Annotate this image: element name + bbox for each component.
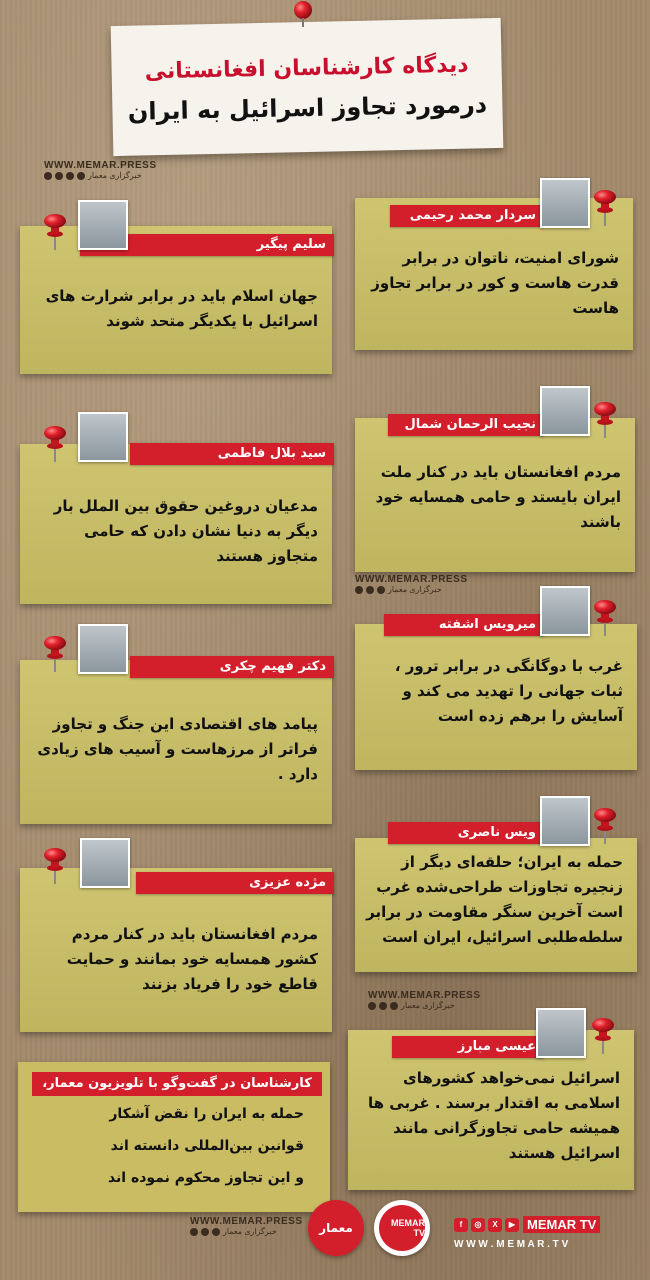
avatar bbox=[540, 586, 590, 636]
facebook-icon bbox=[368, 1002, 376, 1010]
name-tag: سردار محمد رحیمی bbox=[390, 205, 544, 227]
footer-brand-name: MEMAR TV bbox=[523, 1216, 600, 1233]
name-tag: دکتر فهیم چکری bbox=[130, 656, 334, 678]
pushpin-icon bbox=[592, 188, 618, 228]
instagram-icon bbox=[379, 1002, 387, 1010]
pushpin-icon bbox=[592, 806, 618, 846]
name-tag: سید بلال فاطمی bbox=[130, 443, 334, 465]
note-quote: حمله به ایران؛ حلقه‌ای دیگر از زنجیره تجاوزات طراحی‌شده غرب است آخرین سنگر مقاومت در برابر سلطه‌طلبی اسرائیل، ایران است bbox=[366, 853, 623, 946]
x-icon bbox=[212, 1228, 220, 1236]
note-card bbox=[355, 624, 637, 770]
note-card bbox=[20, 444, 332, 604]
instagram-icon bbox=[55, 172, 63, 180]
note-card bbox=[20, 660, 332, 824]
note-quote: شورای امنیت، ناتوان در برابر قدرت هاست و کور در برابر تجاوز هاست bbox=[371, 249, 619, 317]
summary-line: و این تجاوز محکوم نموده اند bbox=[107, 1170, 304, 1186]
facebook-icon bbox=[355, 586, 363, 594]
instagram-icon bbox=[366, 586, 374, 594]
watermark bbox=[355, 574, 468, 594]
avatar bbox=[540, 178, 590, 228]
pushpin-icon bbox=[42, 212, 68, 252]
facebook-icon: f bbox=[454, 1218, 468, 1232]
youtube-icon bbox=[77, 172, 85, 180]
name-tag: ویس ناصری bbox=[388, 822, 544, 844]
avatar bbox=[78, 624, 128, 674]
memar-logo bbox=[308, 1200, 364, 1256]
watermark-sub: خبرگزاری معمار bbox=[223, 1227, 277, 1236]
name-tag: نجیب الرحمان شمال bbox=[388, 414, 544, 436]
footer-url: W W W . M E M A R . T V bbox=[454, 1239, 569, 1250]
pushpin-icon bbox=[289, 0, 317, 28]
facebook-icon bbox=[44, 172, 52, 180]
title-line-2: درمورد تجاوز اسرائیل به ایران bbox=[127, 90, 488, 126]
watermark-sub: خبرگزاری معمار bbox=[401, 1001, 455, 1010]
note-card bbox=[355, 838, 637, 972]
name-tag: میرویس اشفته bbox=[384, 614, 544, 636]
note-card bbox=[355, 418, 635, 572]
summary-line: حمله به ایران را نقض آشکار bbox=[109, 1106, 304, 1122]
pushpin-icon bbox=[42, 634, 68, 674]
name-tag: عیسی مبارز bbox=[392, 1036, 544, 1058]
x-icon bbox=[66, 172, 74, 180]
note-quote: مردم افغانستان باید در کنار ملت ایران بایستد و حامی همسایه خود باشند bbox=[375, 463, 621, 531]
watermark-sub: خبرگزاری معمار bbox=[88, 171, 142, 180]
memar-tv-logo bbox=[374, 1200, 430, 1256]
memar-tv-logo-text: MEMAR TV bbox=[391, 1218, 425, 1238]
instagram-icon: ◎ bbox=[471, 1218, 485, 1232]
name-tag: سلیم پیگیر bbox=[80, 234, 334, 256]
summary-card bbox=[18, 1062, 330, 1212]
avatar bbox=[78, 412, 128, 462]
watermark-site: WWW.MEMAR.PRESS bbox=[355, 574, 468, 585]
note-quote: مردم افغانستان باید در کنار مردم کشور همسایه خود بمانند و حمایت قاطع خود را فریاد بزنند bbox=[66, 925, 318, 993]
pushpin-icon bbox=[42, 846, 68, 886]
avatar bbox=[540, 386, 590, 436]
note-quote: پیامد های اقتصادی این جنگ و تجاوز فراتر از مرزهاست و آسیب های زیادی دارد . bbox=[37, 715, 318, 783]
avatar bbox=[540, 796, 590, 846]
instagram-icon bbox=[201, 1228, 209, 1236]
note-quote: غرب با دوگانگی در برابر ترور ، ثبات جهانی را تهدید می کند و آسایش را برهم زده است bbox=[394, 657, 623, 725]
avatar bbox=[78, 200, 128, 250]
watermark-site: WWW.MEMAR.PRESS bbox=[44, 160, 157, 171]
facebook-icon bbox=[190, 1228, 198, 1236]
watermark-site: WWW.MEMAR.PRESS bbox=[190, 1216, 303, 1227]
memar-logo-text: معمار bbox=[319, 1221, 353, 1235]
note-quote: اسرائیل نمی‌خواهد کشورهای اسلامی به اقتدار برسند . غربی ها همیشه حامی تجاوزگرانی مانند اسرائیل هستند bbox=[368, 1069, 620, 1162]
watermark bbox=[44, 160, 157, 180]
summary-line: قوانین بین‌المللی دانسته اند bbox=[110, 1138, 304, 1154]
avatar bbox=[536, 1008, 586, 1058]
watermark bbox=[368, 990, 481, 1010]
youtube-icon: ▶ bbox=[505, 1218, 519, 1232]
x-icon bbox=[377, 586, 385, 594]
avatar bbox=[80, 838, 130, 888]
header-card bbox=[111, 18, 504, 156]
x-icon: X bbox=[488, 1218, 502, 1232]
note-quote: جهان اسلام باید در برابر شرارت های اسرائیل با یکدیگر متحد شوند bbox=[45, 287, 318, 330]
note-quote: مدعیان دروغین حقوق بین الملل بار دیگر به دنیا نشان دادن که حامی متجاوز هستند bbox=[53, 497, 318, 565]
watermark-site: WWW.MEMAR.PRESS bbox=[368, 990, 481, 1001]
watermark-sub: خبرگزاری معمار bbox=[388, 585, 442, 594]
x-icon bbox=[390, 1002, 398, 1010]
summary-heading: کارشناسان در گفت‌وگو با تلویزیون معمار، bbox=[32, 1072, 322, 1096]
watermark bbox=[190, 1216, 303, 1236]
pushpin-icon bbox=[592, 598, 618, 638]
pushpin-icon bbox=[590, 1016, 616, 1056]
name-tag: مژده عزیزی bbox=[136, 872, 334, 894]
footer-brand bbox=[454, 1216, 634, 1250]
title-line-1: دیدگاه کارشناسان افغانستانی bbox=[144, 52, 469, 85]
pushpin-icon bbox=[42, 424, 68, 464]
pushpin-icon bbox=[592, 400, 618, 440]
